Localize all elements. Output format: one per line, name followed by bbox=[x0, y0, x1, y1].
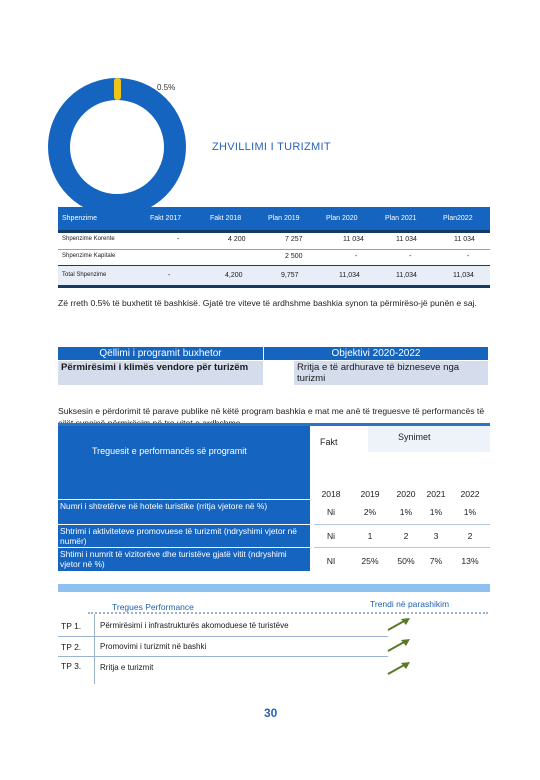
up-arrow-icon bbox=[386, 637, 412, 653]
budget-table-header bbox=[58, 207, 490, 230]
indicator-table-title: Treguesit e performancës së programit bbox=[92, 446, 247, 456]
tp-code: TP 3. bbox=[61, 661, 82, 671]
objective-header: Objektivi 2020-2022 bbox=[264, 347, 488, 360]
synimet-label: Synimet bbox=[398, 432, 431, 442]
col-header-2022: Plan2022 bbox=[443, 215, 473, 222]
objective-body: Rritja e të ardhurave të bizneseve nga turizmi bbox=[294, 361, 488, 385]
signpost-icon bbox=[91, 117, 143, 182]
col-header-2021: Plan 2021 bbox=[385, 215, 417, 222]
performance-left-title: Tregues Performance bbox=[112, 602, 194, 612]
indicator-row-label: Numri i shtretërve në hotele turistike (rritja vjetore në %) bbox=[58, 500, 310, 524]
intro-paragraph: Zë rreth 0.5% të buxhetit të bashkisë. Gjatë tre viteve të ardhshme bashkia synon ta përmirëso-jë punën e saj. bbox=[58, 298, 477, 308]
col-header-shpenzime: Shpenzime bbox=[62, 215, 98, 222]
tp-code: TP 1. bbox=[61, 621, 82, 631]
tp-text: Rritja e turizmit bbox=[100, 663, 154, 672]
table-row: Shpenzime Kapitale 2 500 - - - bbox=[62, 253, 470, 260]
goal-header: Qëllimi i programit buxhetor bbox=[58, 347, 263, 360]
fakt-label: Fakt bbox=[320, 437, 338, 447]
col-header-2020: Plan 2020 bbox=[326, 215, 358, 222]
table-row: Shpenzime Korente - 4 200 7 257 11 034 11 034 11 034 bbox=[62, 236, 475, 243]
indicator-table: Treguesit e performancës së programit Fakt Synimet 2018 2019 2020 2021 2022 Numri i shtretërve në hotele turistike (rritja vjetore në %) Shtrimi i aktiviteteve promovuese të turizmit (ndryshimi vjetor në numër) Shtimi i numrit të vizitorëve dhe turistëve gjatë vitit (ndryshimi vjetor në %) Ni 2% 1% 1% 1% Ni 1 2 3 2 NI 25% 50% 7% 13% bbox=[58, 423, 490, 577]
up-arrow-icon bbox=[386, 660, 412, 676]
year-2020: 2020 bbox=[396, 489, 416, 499]
goal-body: Përmirësimi i klimës vendore për turizëm bbox=[58, 361, 263, 385]
budget-share-donut bbox=[47, 77, 187, 217]
tp-text: Promovimi i turizmit në bashki bbox=[100, 642, 207, 651]
performance-right-title: Trendi në parashikim bbox=[370, 599, 450, 609]
page-number: 30 bbox=[264, 706, 278, 720]
tp-text: Përmirësimi i infrastrukturës akomoduese të turistëve bbox=[100, 621, 289, 630]
col-header-2019: Plan 2019 bbox=[268, 215, 300, 222]
year-2019: 2019 bbox=[360, 489, 380, 499]
indicator-row-label: Shtimi i numrit të vizitorëve dhe turistëve gjatë vitit (ndryshimi vjetor në %) bbox=[58, 548, 310, 571]
year-2022: 2022 bbox=[460, 489, 480, 499]
section-title: ZHVILLIMI I TURIZMIT bbox=[212, 141, 331, 153]
budget-share-label: 0.5% bbox=[157, 83, 176, 92]
donut-accent-slice bbox=[114, 78, 121, 100]
indicator-row-label: Shtrimi i aktiviteteve promovuese të turizmit (ndryshimi vjetor në numër) bbox=[58, 525, 310, 547]
col-header-2018: Fakt 2018 bbox=[210, 215, 242, 222]
tp-code: TP 2. bbox=[61, 642, 82, 652]
total-row: Total Shpenzime - 4,200 9,757 11,034 11,034 11,034 bbox=[62, 272, 474, 279]
indicator-table-title-cell bbox=[58, 426, 310, 499]
year-2018: 2018 bbox=[321, 489, 341, 499]
up-arrow-icon bbox=[386, 616, 412, 632]
performance-paragraph: Suksesin e përdorimit të parave publike në këtë program bashkia e mat me anë të treguesve të performancës të bbox=[58, 406, 485, 416]
year-2021: 2021 bbox=[426, 489, 446, 499]
col-header-2017: Fakt 2017 bbox=[150, 215, 182, 222]
